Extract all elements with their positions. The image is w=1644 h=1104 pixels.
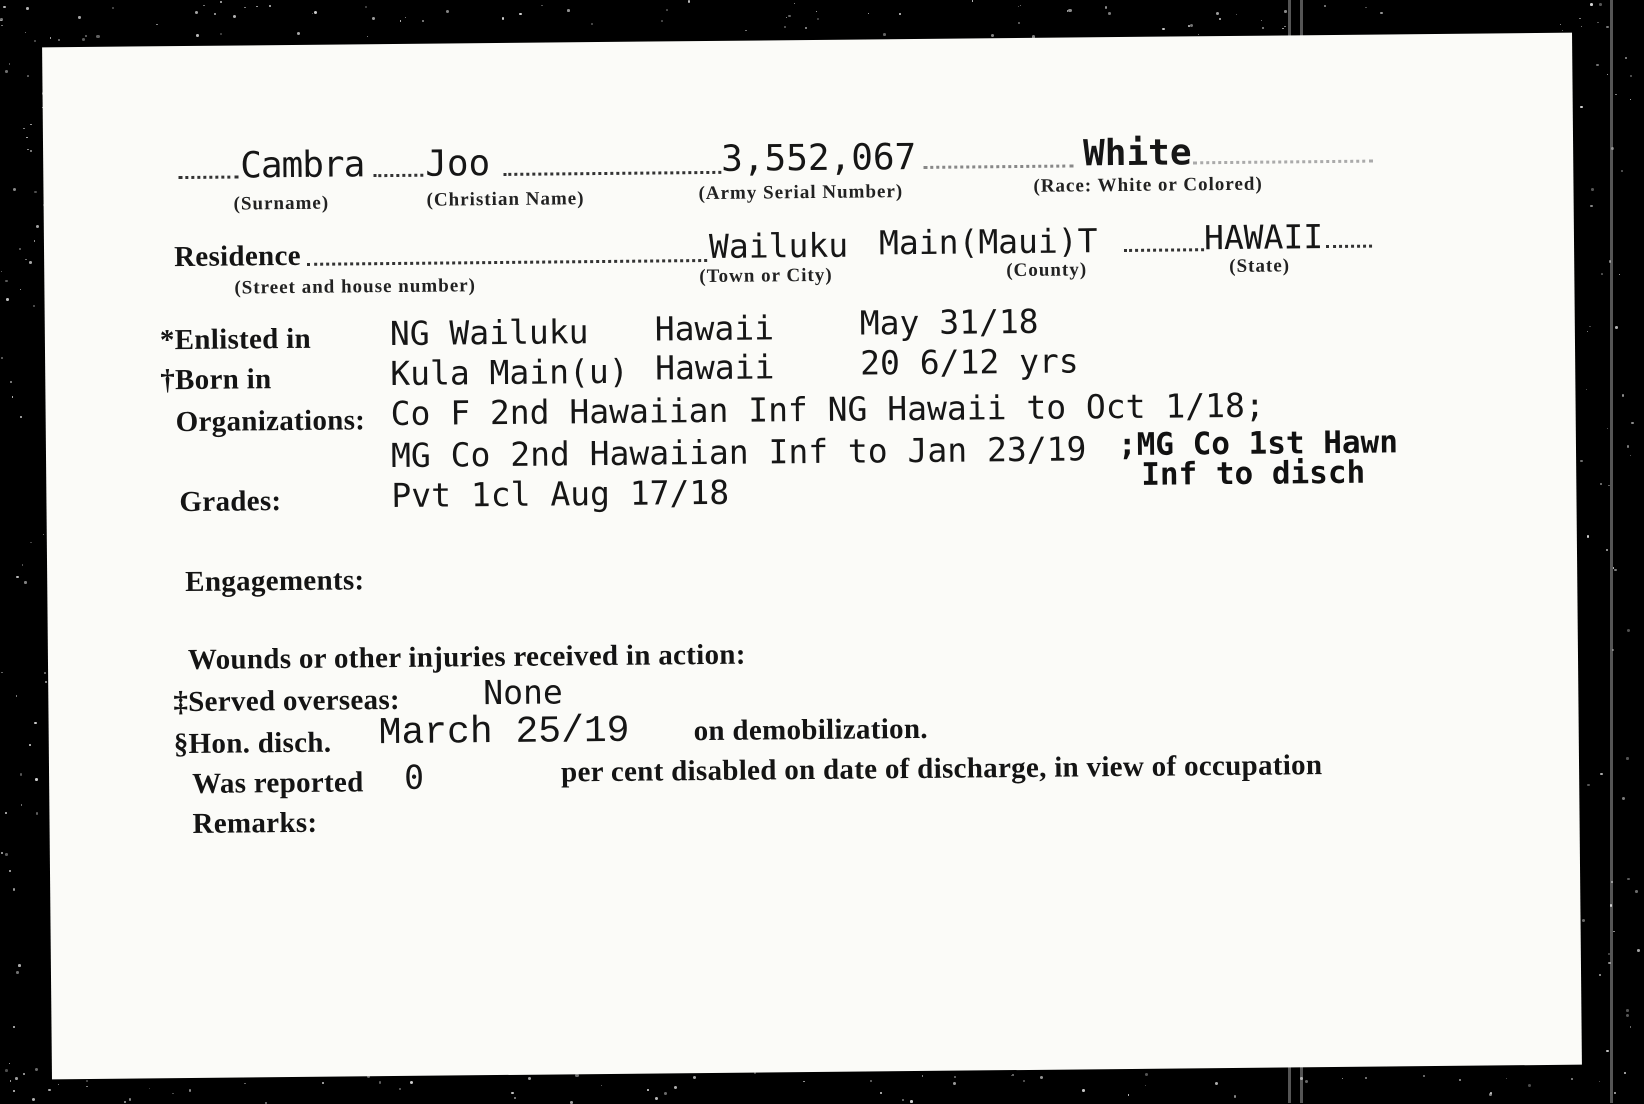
film-speck bbox=[1282, 28, 1283, 29]
film-speck bbox=[1571, 1078, 1573, 1080]
dotted-leader bbox=[1326, 245, 1372, 248]
film-speck bbox=[10, 381, 13, 384]
film-speck bbox=[15, 1077, 18, 1080]
surname-caption: (Surname) bbox=[233, 192, 330, 215]
film-speck bbox=[446, 10, 449, 13]
organizations-label: Organizations: bbox=[175, 404, 366, 439]
film-speck bbox=[1601, 273, 1603, 275]
film-speck bbox=[1608, 953, 1610, 955]
film-speck bbox=[1342, 1078, 1343, 1079]
film-speck bbox=[35, 778, 38, 781]
film-speck bbox=[124, 1101, 126, 1103]
film-speck bbox=[1, 357, 3, 359]
film-speck bbox=[5, 812, 7, 814]
film-speck bbox=[1, 672, 2, 673]
grades-label: Grades: bbox=[179, 485, 282, 519]
film-speck bbox=[1, 25, 2, 26]
served-overseas-label: ‡Served overseas: bbox=[173, 683, 401, 719]
film-speck bbox=[1591, 188, 1594, 191]
film-speck bbox=[991, 34, 994, 37]
film-speck bbox=[29, 261, 32, 264]
film-speck bbox=[9, 1063, 11, 1065]
honorable-discharge-label: §Hon. disch. bbox=[173, 726, 332, 761]
film-speck bbox=[195, 11, 198, 14]
film-speck bbox=[23, 1073, 25, 1075]
film-speck bbox=[601, 1085, 602, 1086]
film-speck bbox=[1040, 1076, 1043, 1079]
film-speck bbox=[410, 1081, 413, 1084]
film-speck bbox=[1145, 1085, 1147, 1087]
film-speck bbox=[1630, 99, 1631, 100]
film-speck bbox=[502, 17, 504, 19]
film-speck bbox=[1615, 326, 1618, 329]
film-speck bbox=[78, 16, 80, 18]
organizations-added-line-b: Inf to disch bbox=[1141, 454, 1366, 493]
film-speck bbox=[1626, 1014, 1629, 1017]
film-speck bbox=[244, 7, 246, 9]
film-speck bbox=[36, 812, 39, 815]
film-speck bbox=[693, 1076, 696, 1079]
film-speck bbox=[567, 9, 570, 12]
film-speck bbox=[1219, 18, 1221, 20]
film-speck bbox=[16, 576, 18, 578]
surname-value: Cambra bbox=[240, 144, 365, 187]
film-speck bbox=[1610, 904, 1612, 906]
film-speck bbox=[1261, 20, 1263, 22]
film-speck bbox=[34, 722, 36, 724]
film-speck bbox=[5, 853, 8, 856]
film-speck bbox=[1580, 460, 1582, 462]
film-speck bbox=[902, 1099, 904, 1101]
film-speck bbox=[30, 150, 31, 151]
dotted-leader bbox=[373, 174, 423, 177]
film-speck bbox=[1018, 22, 1020, 24]
film-speck bbox=[1611, 147, 1614, 150]
film-speck bbox=[1607, 428, 1608, 429]
serial-number-caption: (Army Serial Number) bbox=[698, 181, 904, 205]
film-speck bbox=[33, 305, 35, 307]
film-speck bbox=[1459, 1079, 1461, 1081]
film-speck bbox=[953, 1082, 956, 1085]
film-speck bbox=[1145, 1073, 1148, 1076]
film-speck bbox=[541, 5, 543, 7]
film-speck bbox=[591, 23, 593, 25]
film-speck bbox=[1380, 12, 1383, 15]
film-speck bbox=[1216, 12, 1219, 15]
film-speck bbox=[1625, 57, 1627, 59]
film-speck bbox=[816, 11, 817, 12]
film-speck bbox=[129, 1098, 131, 1100]
film-speck bbox=[372, 17, 375, 20]
film-speck bbox=[655, 1097, 658, 1100]
film-speck bbox=[1020, 5, 1022, 7]
film-speck bbox=[400, 20, 402, 22]
film-speck bbox=[5, 1069, 8, 1072]
film-speck bbox=[1599, 1081, 1600, 1082]
film-speck bbox=[1608, 485, 1610, 487]
film-speck bbox=[22, 564, 23, 565]
residence-town-value: Wailuku bbox=[708, 225, 849, 266]
film-speck bbox=[27, 75, 29, 77]
race-caption: (Race: White or Colored) bbox=[1033, 173, 1263, 197]
film-speck bbox=[1528, 1084, 1531, 1087]
town-caption: (Town or City) bbox=[699, 264, 833, 288]
film-speck bbox=[26, 7, 29, 10]
county-caption: (County) bbox=[1006, 259, 1088, 282]
film-speck bbox=[788, 15, 790, 17]
film-speck bbox=[20, 416, 22, 418]
film-speck bbox=[1596, 64, 1599, 67]
film-speck bbox=[1613, 567, 1614, 568]
film-speck bbox=[189, 1089, 191, 1091]
film-speck bbox=[1626, 1009, 1629, 1012]
film-speck bbox=[1579, 18, 1580, 19]
film-speck bbox=[1284, 10, 1286, 12]
film-speck bbox=[1215, 1082, 1218, 1085]
enlisted-date-value: May 31/18 bbox=[859, 301, 1039, 343]
film-speck bbox=[24, 581, 26, 583]
film-speck bbox=[1630, 75, 1632, 77]
street-caption: (Street and house number) bbox=[234, 275, 477, 299]
film-speck bbox=[1627, 878, 1630, 881]
film-speck bbox=[43, 534, 44, 535]
film-speck bbox=[1581, 26, 1582, 27]
film-speck bbox=[1612, 649, 1615, 652]
film-speck bbox=[196, 34, 199, 37]
race-value: White bbox=[1082, 132, 1192, 175]
film-speck bbox=[19, 248, 21, 250]
film-speck bbox=[1068, 9, 1071, 12]
film-speck bbox=[422, 20, 424, 22]
film-speck bbox=[1082, 1089, 1085, 1092]
film-speck bbox=[1635, 890, 1638, 893]
film-speck bbox=[1606, 1050, 1608, 1052]
film-speck bbox=[34, 240, 35, 241]
dotted-leader bbox=[1193, 160, 1373, 165]
film-speck bbox=[1560, 24, 1561, 25]
film-speck bbox=[1128, 1094, 1130, 1096]
film-speck bbox=[3, 6, 5, 8]
serial-number-value: 3,552,067 bbox=[720, 136, 917, 180]
film-speck bbox=[1188, 25, 1190, 27]
film-speck bbox=[1582, 919, 1585, 922]
film-speck bbox=[1599, 3, 1602, 6]
film-speck bbox=[1365, 7, 1366, 8]
organizations-line-1: Co F 2nd Hawaiian Inf NG Hawaii to Oct 1/18; bbox=[390, 385, 1265, 434]
film-speck bbox=[34, 191, 37, 194]
film-speck bbox=[1305, 1080, 1308, 1083]
film-speck bbox=[13, 1090, 15, 1092]
film-speck bbox=[36, 225, 39, 228]
film-speck bbox=[220, 1, 223, 4]
film-speck bbox=[1012, 1074, 1014, 1076]
film-speck bbox=[1587, 331, 1588, 332]
state-caption: (State) bbox=[1229, 255, 1291, 277]
film-speck bbox=[1600, 773, 1602, 775]
film-speck bbox=[870, 1080, 872, 1082]
film-speck bbox=[34, 40, 36, 42]
film-speck bbox=[365, 6, 367, 8]
disability-text: per cent disabled on date of discharge, in view of occupation bbox=[560, 749, 1323, 789]
film-speck bbox=[784, 26, 786, 28]
film-speck bbox=[1615, 94, 1616, 95]
film-speck bbox=[203, 5, 204, 6]
film-speck bbox=[1300, 1077, 1303, 1080]
wounds-label: Wounds or other injuries received in action: bbox=[187, 638, 746, 676]
film-speck bbox=[297, 32, 300, 35]
film-speck bbox=[794, 3, 795, 4]
dotted-leader bbox=[307, 259, 707, 266]
film-speck bbox=[367, 36, 368, 37]
film-speck bbox=[1630, 1026, 1632, 1028]
film-speck bbox=[1611, 881, 1613, 883]
film-speck bbox=[1621, 170, 1623, 172]
film-speck bbox=[1622, 797, 1625, 800]
film-speck bbox=[1613, 931, 1615, 933]
film-speck bbox=[26, 137, 28, 139]
film-speck bbox=[112, 7, 114, 9]
film-speck bbox=[85, 35, 86, 36]
film-speck bbox=[30, 542, 31, 543]
film-speck bbox=[1489, 1093, 1492, 1096]
served-overseas-value: None bbox=[483, 672, 563, 713]
film-speck bbox=[1600, 483, 1602, 485]
enlisted-label: *Enlisted in bbox=[159, 322, 312, 357]
film-speck bbox=[528, 1077, 531, 1080]
film-speck bbox=[48, 1089, 51, 1092]
film-speck bbox=[688, 0, 690, 2]
film-speck bbox=[45, 681, 47, 683]
film-speck bbox=[1423, 1075, 1425, 1077]
film-speck bbox=[1023, 1080, 1025, 1082]
film-speck bbox=[20, 289, 21, 290]
dotted-leader bbox=[503, 171, 721, 176]
born-place-value: Kula Main(u) bbox=[390, 351, 629, 394]
film-speck bbox=[805, 27, 807, 29]
grades-value: Pvt 1cl Aug 17/18 bbox=[391, 472, 730, 516]
christian-name-caption: (Christian Name) bbox=[426, 188, 585, 211]
film-speck bbox=[1631, 422, 1634, 425]
film-speck bbox=[1105, 6, 1107, 8]
film-speck bbox=[910, 1100, 913, 1103]
film-speck bbox=[379, 1081, 382, 1084]
film-speck bbox=[1587, 535, 1590, 538]
film-speck bbox=[269, 5, 271, 7]
film-speck bbox=[25, 32, 26, 33]
film-speck bbox=[1284, 26, 1285, 27]
film-speck bbox=[1626, 757, 1628, 759]
film-speck bbox=[172, 1093, 173, 1094]
film-speck bbox=[664, 1092, 667, 1095]
film-speck bbox=[21, 804, 23, 806]
film-speck bbox=[214, 13, 216, 15]
film-speck bbox=[44, 672, 46, 674]
dotted-leader bbox=[178, 175, 238, 179]
film-speck bbox=[18, 964, 21, 967]
film-speck bbox=[322, 1082, 324, 1084]
film-speck bbox=[10, 1080, 12, 1082]
film-speck bbox=[1236, 14, 1237, 15]
film-speck bbox=[82, 38, 85, 41]
film-scratch-line bbox=[1610, 0, 1613, 1103]
film-speck bbox=[1627, 629, 1630, 632]
film-speck bbox=[803, 1081, 804, 1082]
film-speck bbox=[1, 271, 2, 272]
film-speck bbox=[149, 1088, 151, 1090]
film-speck bbox=[786, 17, 787, 18]
film-speck bbox=[1067, 10, 1068, 11]
film-speck bbox=[1506, 1078, 1508, 1080]
film-speck bbox=[1586, 389, 1587, 390]
film-speck bbox=[674, 1086, 677, 1089]
dotted-leader bbox=[923, 164, 1073, 168]
film-speck bbox=[13, 1026, 15, 1028]
film-speck bbox=[58, 39, 60, 41]
film-speck bbox=[9, 870, 12, 873]
film-speck bbox=[514, 1097, 516, 1099]
film-speck bbox=[1606, 26, 1609, 29]
film-speck bbox=[1198, 34, 1199, 35]
film-speck bbox=[13, 888, 16, 891]
film-speck bbox=[256, 6, 258, 8]
disability-percent-value: 0 bbox=[403, 757, 425, 797]
film-speck bbox=[1365, 1077, 1367, 1079]
residence-label: Residence bbox=[173, 239, 301, 274]
enlisted-place-value: NG Wailuku bbox=[389, 312, 589, 354]
enlisted-state-value: Hawaii bbox=[654, 308, 775, 349]
film-speck bbox=[13, 188, 16, 191]
honorable-discharge-date: March 25/19 bbox=[378, 709, 630, 756]
film-speck bbox=[817, 18, 819, 20]
residence-state-value: HAWAII bbox=[1203, 217, 1324, 258]
film-speck bbox=[954, 1076, 956, 1078]
film-speck bbox=[23, 128, 25, 130]
film-speck bbox=[1614, 569, 1617, 572]
born-state-value: Hawaii bbox=[655, 347, 775, 388]
film-speck bbox=[156, 24, 158, 26]
film-speck bbox=[1597, 22, 1599, 24]
film-speck bbox=[519, 13, 522, 16]
film-speck bbox=[647, 1089, 649, 1091]
film-speck bbox=[666, 9, 668, 11]
film-speck bbox=[399, 1088, 401, 1090]
film-speck bbox=[661, 20, 663, 22]
film-speck bbox=[868, 13, 869, 14]
film-speck bbox=[12, 396, 13, 397]
film-speck bbox=[1580, 106, 1582, 108]
film-speck bbox=[5, 280, 7, 282]
dotted-leader bbox=[1124, 248, 1204, 252]
film-speck bbox=[1619, 274, 1621, 276]
film-speck bbox=[244, 1083, 246, 1085]
film-speck bbox=[96, 35, 99, 38]
film-speck bbox=[1624, 1072, 1626, 1074]
film-speck bbox=[1190, 24, 1193, 27]
film-speck bbox=[511, 1092, 513, 1094]
film-speck bbox=[1108, 12, 1111, 15]
film-speck bbox=[233, 15, 236, 18]
was-reported-label: Was reported bbox=[192, 766, 364, 800]
film-speck bbox=[16, 971, 19, 974]
film-speck bbox=[899, 13, 900, 14]
demobilization-text: on demobilization. bbox=[693, 712, 929, 748]
film-speck bbox=[27, 149, 29, 151]
organizations-added-line-a: ;MG Co 1st Hawn bbox=[1117, 424, 1399, 464]
film-speck bbox=[1324, 5, 1326, 7]
film-speck bbox=[50, 37, 52, 39]
film-speck bbox=[1, 852, 3, 854]
film-speck bbox=[1637, 949, 1640, 952]
service-record-card bbox=[42, 33, 1582, 1080]
film-speck bbox=[1589, 326, 1590, 327]
organizations-line-2: MG Co 2nd Hawaiian Inf to Jan 23/19 bbox=[390, 429, 1087, 476]
film-speck bbox=[1630, 455, 1631, 456]
film-speck bbox=[1234, 1095, 1236, 1097]
film-speck bbox=[1627, 445, 1629, 447]
film-speck bbox=[1607, 74, 1608, 75]
film-speck bbox=[25, 259, 27, 261]
film-speck bbox=[16, 695, 17, 696]
film-speck bbox=[32, 1098, 35, 1101]
film-speck bbox=[20, 773, 23, 776]
film-speck bbox=[745, 30, 746, 31]
film-speck bbox=[86, 1086, 87, 1087]
film-speck bbox=[220, 33, 222, 35]
film-speck bbox=[29, 744, 31, 746]
film-speck bbox=[1162, 28, 1164, 30]
film-speck bbox=[6, 298, 9, 301]
film-speck bbox=[5, 70, 8, 73]
film-speck bbox=[0, 20, 1, 21]
film-speck bbox=[575, 1074, 578, 1077]
remarks-label: Remarks: bbox=[192, 806, 318, 840]
film-speck bbox=[1590, 3, 1593, 6]
film-speck bbox=[9, 63, 10, 64]
film-speck bbox=[972, 0, 974, 2]
film-speck bbox=[58, 1084, 59, 1085]
christian-name-value: Joo bbox=[425, 143, 491, 185]
film-speck bbox=[880, 1092, 881, 1093]
film-speck bbox=[1622, 394, 1625, 397]
film-speck bbox=[86, 1080, 88, 1082]
film-speck bbox=[1606, 549, 1609, 552]
film-speck bbox=[1587, 784, 1589, 786]
film-speck bbox=[1614, 1092, 1616, 1094]
film-speck bbox=[314, 11, 317, 14]
film-speck bbox=[405, 17, 407, 19]
residence-county-value: Main(Maui)T bbox=[878, 221, 1098, 263]
film-speck bbox=[35, 1068, 38, 1071]
film-speck bbox=[1562, 30, 1563, 31]
born-age-value: 20 6/12 yrs bbox=[859, 341, 1079, 383]
film-speck bbox=[883, 33, 886, 36]
film-speck bbox=[30, 124, 32, 126]
film-speck bbox=[1590, 205, 1592, 207]
film-speck bbox=[922, 1075, 924, 1077]
film-speck bbox=[1599, 974, 1601, 976]
born-label: †Born in bbox=[160, 363, 272, 397]
film-speck bbox=[1262, 27, 1264, 29]
engagements-label: Engagements: bbox=[185, 564, 365, 599]
